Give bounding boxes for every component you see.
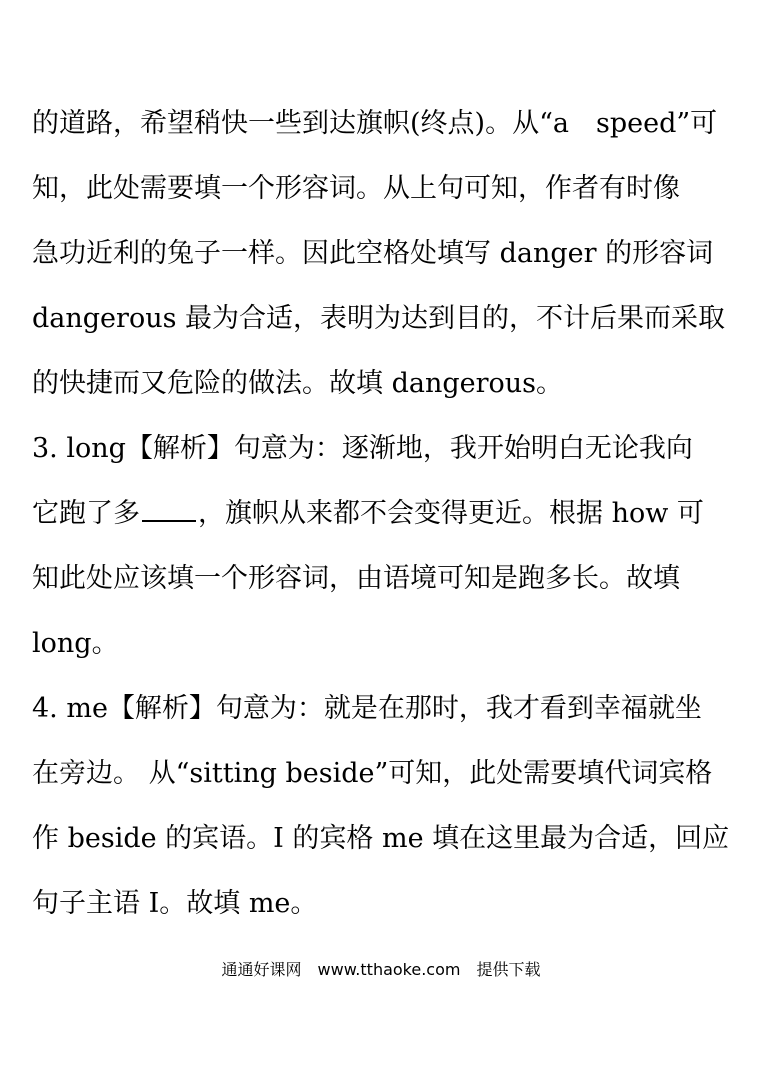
answer-3-heading-line: 3. long【解析】句意为：逐渐地，我开始明白无论我向 bbox=[32, 433, 693, 464]
paragraph-line: 的快捷而又危险的做法。故填 dangerous。 bbox=[32, 368, 564, 399]
page-footer: 通通好课网 www.tthaoke.com 提供下载 bbox=[221, 960, 541, 979]
line-prefix: 它跑了多 bbox=[32, 498, 140, 529]
paragraph-line: 句子主语 I。故填 me。 bbox=[32, 888, 318, 919]
paragraph-line: 知，此处需要填一个形容词。从上句可知，作者有时像 bbox=[32, 173, 680, 204]
paragraph-line: dangerous 最为合适，表明为达到目的，不计后果而采取 bbox=[32, 303, 726, 334]
paragraph-line: 知此处应该填一个形容词，由语境可知是跑多长。故填 bbox=[32, 563, 680, 594]
paragraph-line: 急功近利的兔子一样。因此空格处填写 danger 的形容词 bbox=[32, 238, 714, 269]
paragraph-line: 在旁边。 从“sitting beside”可知，此处需要填代词宾格 bbox=[32, 758, 713, 789]
paragraph-line: long。 bbox=[32, 628, 119, 659]
answer-4-heading-line: 4. me【解析】句意为：就是在那时，我才看到幸福就坐 bbox=[32, 693, 702, 724]
paragraph-line: 作 beside 的宾语。I 的宾格 me 填在这里最为合适，回应 bbox=[32, 823, 730, 854]
line-suffix: ，旗帜从来都不会变得更近。根据 how 可 bbox=[198, 498, 704, 529]
paragraph-line: 的道路，希望稍快一些到达旗帜(终点)。从“a speed”可 bbox=[32, 108, 718, 139]
fill-in-blank bbox=[142, 498, 196, 522]
paragraph-line-with-blank bbox=[32, 498, 732, 530]
